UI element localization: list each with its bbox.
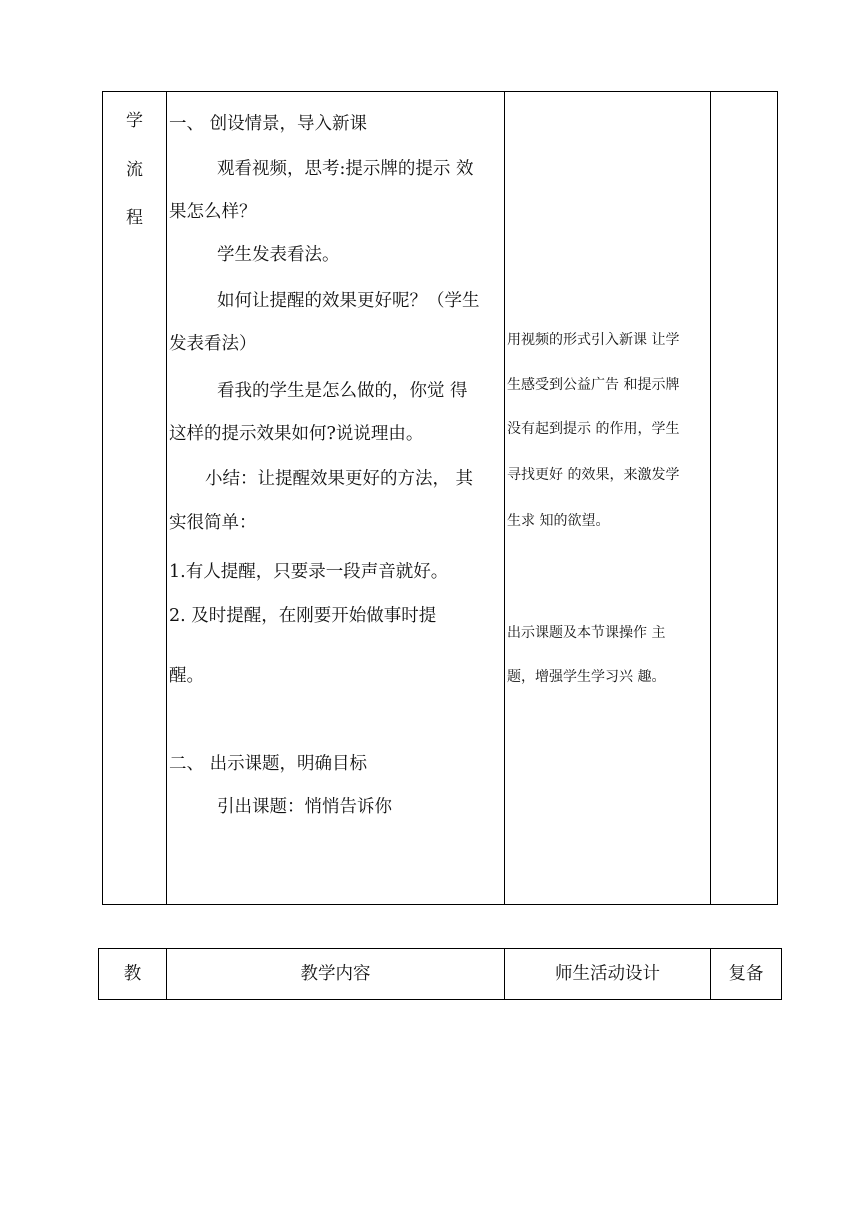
- content-line: 实很简单：: [169, 513, 257, 533]
- design-line: 生求 知的欲望。: [507, 513, 610, 529]
- content-line: 观看视频，思考:提示牌的提示 效: [217, 159, 474, 179]
- column-divider: [710, 92, 711, 904]
- header-cell: 教: [123, 964, 142, 984]
- column-divider: [504, 92, 505, 904]
- stage-label-char: 流: [126, 160, 143, 180]
- stage-label-char: 程: [126, 208, 143, 228]
- content-line: 学生发表看法。: [217, 245, 340, 265]
- design-line: 生感受到公益广告 和提示牌: [507, 377, 680, 393]
- summary-line: 小结：让提醒效果更好的方法， 其: [205, 469, 474, 489]
- column-divider: [166, 92, 167, 904]
- header-cell: 教学内容: [300, 964, 371, 984]
- review-cell: [712, 92, 776, 904]
- content-line: 果怎么样？: [169, 202, 257, 222]
- section-heading: 二、 出示课题，明确目标: [169, 754, 368, 774]
- list-item: 1.有人提醒，只要录一段声音就好。: [169, 562, 449, 582]
- stage-label-char: 学: [126, 111, 143, 131]
- design-line: 出示课题及本节课操作 主: [507, 625, 666, 641]
- content-line: 醒。: [169, 666, 204, 686]
- table-header-row: [98, 948, 782, 1000]
- content-line: 如何让提醒的效果更好呢？（学生: [217, 291, 480, 311]
- design-line: 用视频的形式引入新课 让学: [507, 332, 680, 348]
- list-item: 2. 及时提醒，在刚要开始做事时提: [169, 606, 437, 626]
- design-line: 没有起到提示 的作用，学生: [507, 421, 680, 437]
- content-line: 看我的学生是怎么做的，你觉 得: [217, 381, 468, 401]
- lesson-flow-table: [102, 91, 778, 905]
- design-line: 寻找更好 的效果，来激发学: [507, 467, 680, 483]
- header-cell: 师生活动设计: [555, 964, 660, 984]
- content-line: 发表看法）: [169, 334, 257, 354]
- content-line: 这样的提示效果如何?说说理由。: [169, 424, 424, 444]
- content-line: 引出课题：悄悄告诉你: [217, 797, 392, 817]
- section-heading: 一、 创设情景，导入新课: [169, 114, 368, 134]
- header-cell: 复备: [728, 964, 764, 984]
- design-line: 题，增强学生学习兴 趣。: [507, 669, 666, 685]
